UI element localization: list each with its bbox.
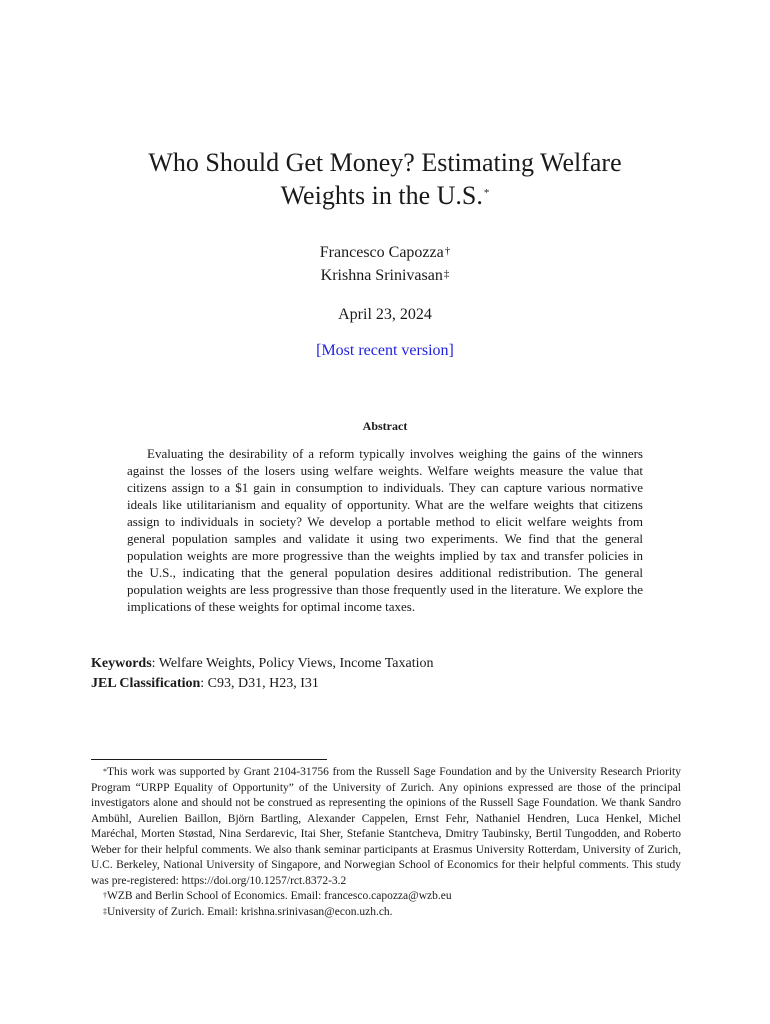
jel-value: : C93, D31, H23, I31 [200, 676, 319, 691]
footnote-mark: * [103, 767, 107, 776]
author-name: Francesco Capozza [319, 244, 444, 261]
keywords-block [91, 654, 434, 694]
author-name: Krishna Srinivasan [320, 267, 443, 284]
keywords-value: : Welfare Weights, Policy Views, Income Taxation [151, 656, 434, 671]
footnote-acknowledgements [91, 765, 681, 889]
abstract-text: Evaluating the desirability of a reform typically involves weighing the gains of the winners against the losses of the losers using welfare weights. Welfare weights measure the value that citizens assign to a $1 gain in consumption to individuals. They can capture various normative ideals like utilitarianism and equality of opportunity. What are the welfare weights that citizens assign to individuals in society? We develop a portable method to elicit welfare weights from general population samples and validate it using two experiments. We find that the general population weights are more progressive than the weights implied by tax and transfer policies in the U.S., indicating that the general population desires additional redistribution. The general population weights are less progressive than those frequently used in the literature. We explore the implications of these weights for optimal income taxes. [127, 446, 643, 614]
paper-title [0, 146, 770, 212]
footnote-mark: ‡ [103, 906, 107, 916]
footnote-mark: † [103, 891, 107, 900]
footnote-author-1 [91, 889, 681, 905]
abstract-heading: Abstract [362, 419, 408, 433]
footnotes [91, 765, 681, 920]
footnote-text: University of Zurich. Email: krishna.srinivasan@econ.uzh.ch. [107, 905, 393, 918]
title-footnote-mark[interactable]: * [483, 187, 490, 199]
title-line-1: Who Should Get Money? Estimating Welfare [148, 148, 622, 177]
jel-label: JEL Classification [91, 676, 201, 691]
author-2 [0, 266, 770, 286]
keywords-label: Keywords [91, 656, 152, 671]
most-recent-version-link[interactable]: [Most recent version] [316, 342, 454, 359]
footnote-text: This work was supported by Grant 2104-31756 from the Russell Sage Foundation and by the University Research Priority Program “URPP Equality of Opportunity” of the University of Zurich. Any opinions expressed are those of the principal investigators alone and should not be construed as representing the opinions of the Russell Sage Foundation. We thank Sandro Ambühl, Aurelien Baillon, Björn Bartling, Alexander Cappelen, Ernst Fehr, Nathaniel Hendren, Luca Henkel, Michel Maréchal, Morten Støstad, Nina Serdarevic, Itai Sher, Stefanie Stantcheva, Dmitry Taubinsky, Bertil Tungodden, and Roberto Weber for their helpful comments. We also thank seminar participants at Erasmus University Rotterdam, University of Zurich, U.C. Berkeley, National University of Singapore, and Norwegian School of Economics for their helpful comments. This study was pre-registered: https://doi.org/10.1257/rct.8372-3.2 [91, 766, 681, 887]
paper-date: April 23, 2024 [338, 306, 432, 323]
keywords-line [91, 654, 434, 674]
footnote-divider [91, 759, 327, 760]
jel-line [91, 674, 434, 694]
author-1 [0, 243, 770, 263]
title-line-2: Weights in the U.S. [280, 181, 483, 210]
footnote-author-2 [91, 905, 681, 921]
version-link-container [0, 341, 770, 361]
author-footnote-mark[interactable]: ‡ [443, 268, 450, 280]
footnote-text: WZB and Berlin School of Economics. Email: francesco.capozza@wzb.eu [107, 890, 452, 902]
author-footnote-mark[interactable]: † [444, 245, 451, 257]
